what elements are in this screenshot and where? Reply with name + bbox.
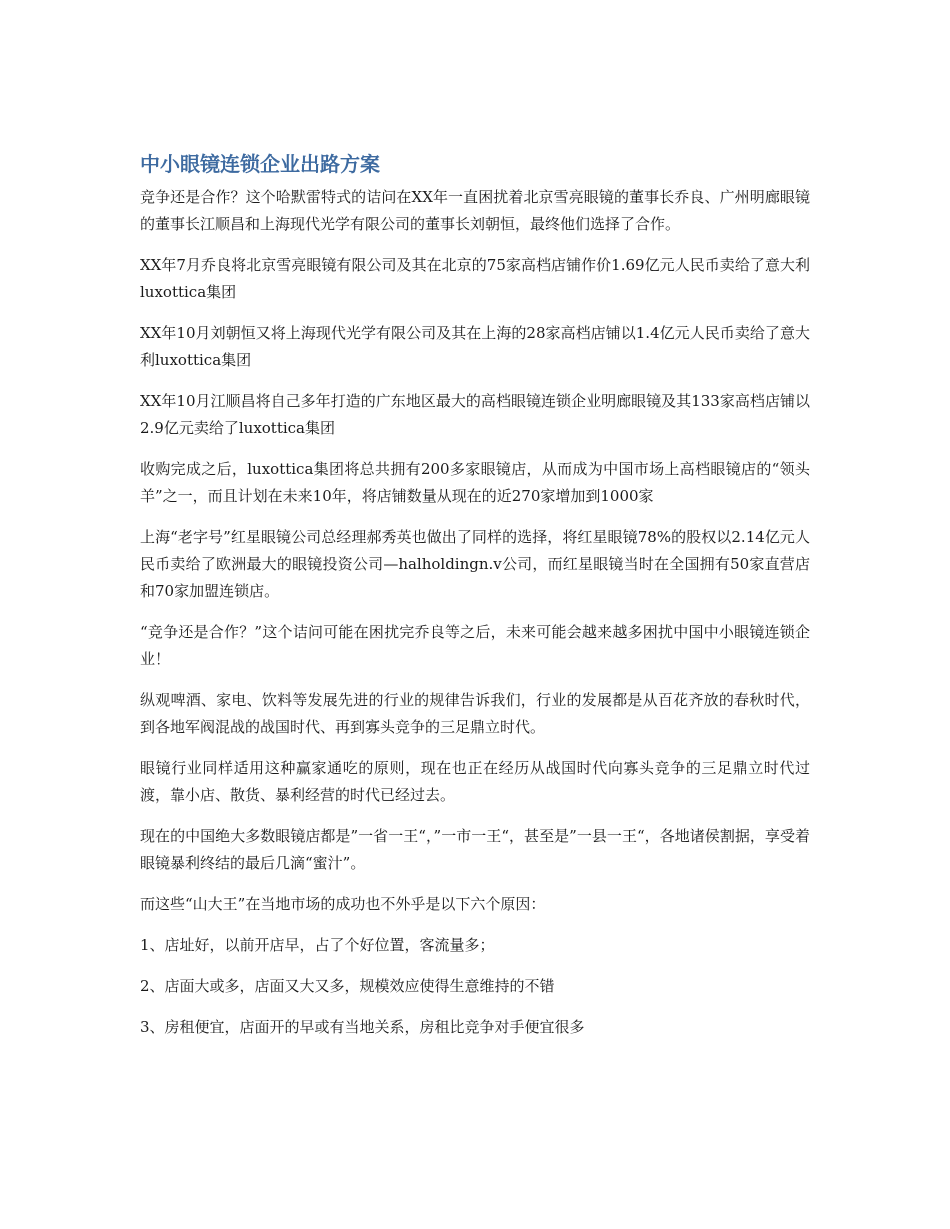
list-item-reason-1: 1、店址好，以前开店早，占了个好位置，客流量多； <box>140 936 495 954</box>
paragraph-industry-pattern: 纵观啤酒、家电、饮料等发展先进的行业的规律告诉我们，行业的发展都是从百花齐放的春秋时代，到各地军阀混战的战国时代、再到寡头竞争的三足鼎立时代。 <box>140 691 810 736</box>
paragraph-intro: 竞争还是合作？这个哈默雷特式的诘问在XX年一直困扰着北京雪亮眼镜的董事长乔良、广州明廊眼镜的董事长江顺昌和上海现代光学有限公司的董事长刘朝恒，最终他们选择了合作。 <box>140 188 810 233</box>
paragraph-question: “竞争还是合作？”这个诘问可能在困扰完乔良等之后，未来可能会越来越多困扰中国中小眼镜连锁企业！ <box>140 623 810 668</box>
paragraph-shanghai-sale: XX年10月刘朝恒又将上海现代光学有限公司及其在上海的28家高档店铺以1.4亿元人民币卖给了意大利luxottica集团 <box>140 324 810 369</box>
paragraph-guangdong-sale: XX年10月江顺昌将自己多年打造的广东地区最大的高档眼镜连锁企业明廊眼镜及其133家高档店铺以2.9亿元卖给了luxottica集团 <box>140 392 810 437</box>
list-item-reason-3: 3、房租便宜，店面开的早或有当地关系，房租比竞争对手便宜很多 <box>140 1018 585 1036</box>
paragraph-regional-kings: 现在的中国绝大多数眼镜店都是”一省一王“，”一市一王“，甚至是”一县一王“，各地诸侯割据，享受着眼镜暴利终结的最后几滴“蜜汁”。 <box>140 827 810 872</box>
paragraph-six-reasons-intro: 而这些“山大王”在当地市场的成功也不外乎是以下六个原因： <box>140 895 546 913</box>
document-title: 中小眼镜连锁企业出路方案 <box>140 152 380 176</box>
paragraph-beijing-sale: XX年7月乔良将北京雪亮眼镜有限公司及其在北京的75家高档店铺作价1.69亿元人民币卖给了意大利luxottica集团 <box>140 256 810 301</box>
document-page <box>140 150 810 1055</box>
paragraph-acquisition-result: 收购完成之后，luxottica集团将总共拥有200多家眼镜店，从而成为中国市场上高档眼镜店的“领头羊”之一，而且计划在未来10年，将店铺数量从现在的近270家增加到1000家 <box>140 460 810 505</box>
paragraph-winner-takes-all: 眼镜行业同样适用这种赢家通吃的原则，现在也正在经历从战国时代向寡头竞争的三足鼎立时代过渡，靠小店、散货、暴利经营的时代已经过去。 <box>140 759 810 804</box>
paragraph-hongxing-sale: 上海“老字号”红星眼镜公司总经理郝秀英也做出了同样的选择，将红星眼镜78%的股权以2.14亿元人民币卖给了欧洲最大的眼镜投资公司—halholdingn.v公司，而红星眼镜当时在全国拥有50家直营店和70家加盟连锁店。 <box>140 528 810 600</box>
list-item-reason-2: 2、店面大或多，店面又大又多，规模效应使得生意维持的不错 <box>140 977 555 995</box>
